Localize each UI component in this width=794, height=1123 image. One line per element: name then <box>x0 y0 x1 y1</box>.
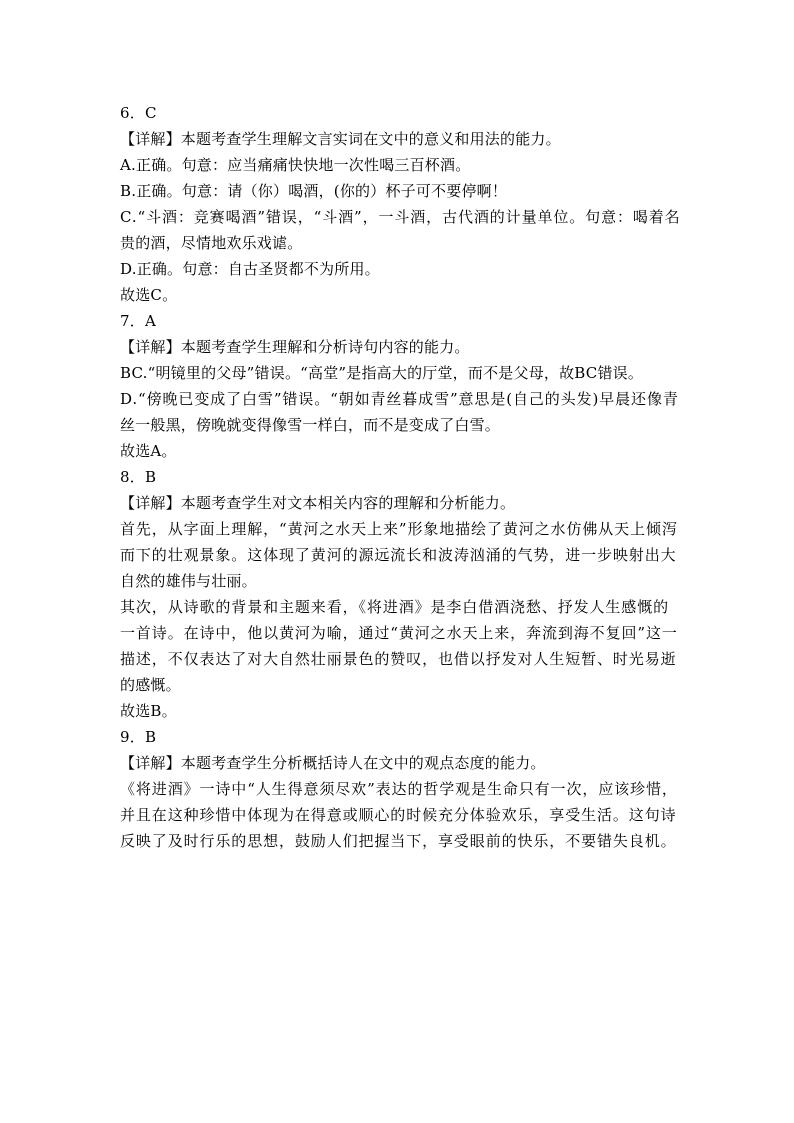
explanation-q6-intro: 【详解】本题考查学生理解文言实词在文中的意义和用法的能力。 <box>120 130 561 148</box>
explanation-q9-line2: 并且在这种珍惜中体现为在得意或顺心的时候充分体验欢乐，享受生活。这句诗 <box>120 806 677 824</box>
explanation-q8-para1-line2: 而下的壮观景象。这体现了黄河的源远流长和波涛汹涌的气势，进一步映射出大 <box>120 546 677 564</box>
conclusion-q8: 故选B。 <box>120 702 177 720</box>
answer-explanation-page <box>120 100 685 854</box>
explanation-q6-option-b: B.正确。句意：请（你）喝酒，(你的）杯子可不要停啊！ <box>120 182 508 200</box>
answer-q8: 8．B <box>120 468 157 486</box>
answer-q6: 6．C <box>120 104 157 122</box>
conclusion-q7: 故选A。 <box>120 442 177 460</box>
explanation-q9-line3: 反映了及时行乐的思想，鼓励人们把握当下，享受眼前的快乐，不要错失良机。 <box>120 832 677 850</box>
explanation-q7-option-d: D.“傍晚已变成了白雪”错误。“朝如青丝暮成雪”意思是(自己的头发)早晨还像青 <box>120 390 679 408</box>
explanation-q6-option-a: A.正确。句意：应当痛痛快快地一次性喝三百杯酒。 <box>120 156 471 174</box>
explanation-q8-intro: 【详解】本题考查学生对文本相关内容的理解和分析能力。 <box>120 494 516 512</box>
explanation-q7-option-d-cont: 丝一般黑，傍晚就变得像雪一样白，而不是变成了白雪。 <box>120 416 501 434</box>
explanation-q8-para1-line1: 首先，从字面上理解，“黄河之水天上来”形象地描绘了黄河之水仿佛从天上倾泻 <box>120 520 678 538</box>
explanation-q6-option-c: C.“斗酒：竞赛喝酒”错误，“斗酒”，一斗酒，古代酒的计量单位。句意：喝着名 <box>120 208 681 226</box>
explanation-q8-para2-line3: 描述，不仅表达了对大自然壮丽景色的赞叹，也借以抒发对人生短暂、时光易逝 <box>120 650 677 668</box>
explanation-q6-option-c-cont: 贵的酒，尽情地欢乐戏谑。 <box>120 234 303 252</box>
explanation-q7-option-bc: BC.“明镜里的父母”错误。“高堂”是指高大的厅堂，而不是父母，故BC错误。 <box>120 364 644 382</box>
answer-q7: 7．A <box>120 312 156 330</box>
explanation-q9-intro: 【详解】本题考查学生分析概括诗人在文中的观点态度的能力。 <box>120 754 546 772</box>
explanation-q8-para2-line4: 的感慨。 <box>120 676 181 694</box>
explanation-q8-para2-line1: 其次，从诗歌的背景和主题来看，《将进酒》是李白借酒浇愁、抒发人生感慨的 <box>120 598 670 616</box>
answer-q9: 9．B <box>120 728 157 746</box>
explanation-q9-line1: 《将进酒》一诗中“人生得意须尽欢”表达的哲学观是生命只有一次，应该珍惜， <box>120 780 678 798</box>
explanation-q8-para2-line2: 一首诗。在诗中，他以黄河为喻，通过“黄河之水天上来，奔流到海不复回”这一 <box>120 624 678 642</box>
conclusion-q6: 故选C。 <box>120 286 178 304</box>
explanation-q6-option-d: D.正确。句意：自古圣贤都不为所用。 <box>120 260 380 278</box>
explanation-q7-intro: 【详解】本题考查学生理解和分析诗句内容的能力。 <box>120 338 470 356</box>
explanation-q8-para1-line3: 自然的雄伟与壮丽。 <box>120 572 257 590</box>
